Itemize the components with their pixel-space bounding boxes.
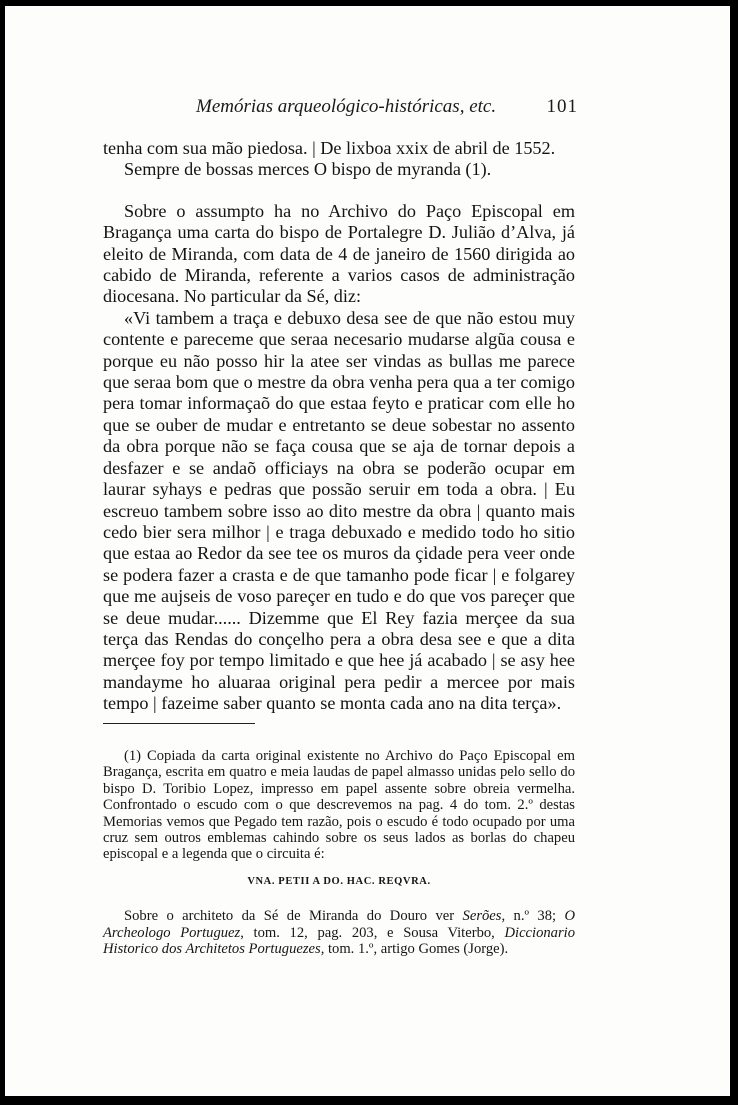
footnote-text: , tom. 1.º, artigo Gomes (Jorge). [320, 941, 509, 958]
running-header [168, 96, 578, 122]
footnote-architect [103, 908, 575, 957]
seal-legend: VNA. PETII A DO. HAC. REQVRA. [247, 875, 431, 887]
paragraph-signature: Sempre de bossas merces O bispo de myranda (1). [124, 159, 492, 180]
title-archeologo: O Archeologo Portuguez [103, 908, 575, 941]
paragraph-letter-closing: tenha com sua mão piedosa. | De lixboa xxix de abril de 1552. [103, 138, 556, 158]
footnote-text: , n.º 38; [501, 908, 565, 925]
book-page [5, 6, 730, 1096]
footnote-divider [103, 723, 255, 724]
title-diccionario: Diccionario Historico dos Architetos Portuguezes [103, 924, 576, 958]
footnote-text: Sobre o architeto da Sé de Miranda do Douro ver [124, 908, 463, 925]
footnote-text: , tom. 12, pag. 203, e Sousa Viterbo, [240, 924, 505, 941]
main-text [103, 138, 575, 715]
footnote-1: (1) Copiada da carta original existente no Archivo do Paço Episcopal em Bragança, escrita em quatro e meia laudas de papel almasso unidas pelo sello do bispo D. Toribio Lopez, impresso em papel assente sobre obreia vermelha. Confrontado o escudo com o que descrevemos na pag. 4 do tom. 2.º destas Memorias vemos que Pegado tem razão, pois o escudo é todo ocupado por uma cruz sem outros emblemas cahindo sobre os seus lados as borlas do chapeu episcopal e a legenda que o circuita é: [103, 748, 575, 863]
paragraph-archive: Sobre o assumpto ha no Archivo do Paço Episcopal em Bragança uma carta do bispo de Portalegre D. Julião d’Alva, já eleito de Miranda, com data de 4 de janeiro de 1560 dirigida ao cabido de Miranda, referente a varios casos de administração diocesana. No particular da Sé, diz: [103, 200, 575, 307]
paragraph-quotation: «Vi tambem a traça e debuxo desa see de que não estou muy contente e pareceme que seraa necesario mudarse algũa cousa e porque eu não posso hir la atee ser vindas as bullas me parece que seraa bom que o mestre da obra venha pera qua a ter comigo pera tomar informaçaõ do que estaa feyto e praticar com elle ho que se ouber de mudar e entretanto se deue sobestar no assento da obra porque não se faça cousa que se aja de tornar depois a desfazer e se andaõ officiays na obra se poderão ocupar em laurar syhays e pedras que possão seruir em toda a obra. | Eu escreuo tambem sobre isso ao dito mestre da obra | quanto mais cedo bier sera milhor | e traga debuxado e medido todo ho sitio que estaa ao Redor da see tee os muros da çidade pera veer onde se podera fazer a crasta e de que tamanho pode ficar | e folgarey que me aujseis de voso pareçer en tudo e do que vos pareçer que se deue mudar...... Dizemme que El Rey fazia merçee da sua terça das Rendas do conçelho pera a obra desa see e que a dita merçee foy por tempo limitado e que hee já acabado | se asy hee mandayme ho aluaraa original pera pedir a mercee por mais tempo | fazeime saber quanto se monta cada ano na dita terça». [103, 307, 575, 714]
page-number: 101 [546, 96, 578, 117]
running-title: Memórias arqueológico-históricas, etc. [196, 96, 497, 117]
title-seroes: Serões [462, 908, 502, 925]
footnotes [103, 748, 575, 957]
